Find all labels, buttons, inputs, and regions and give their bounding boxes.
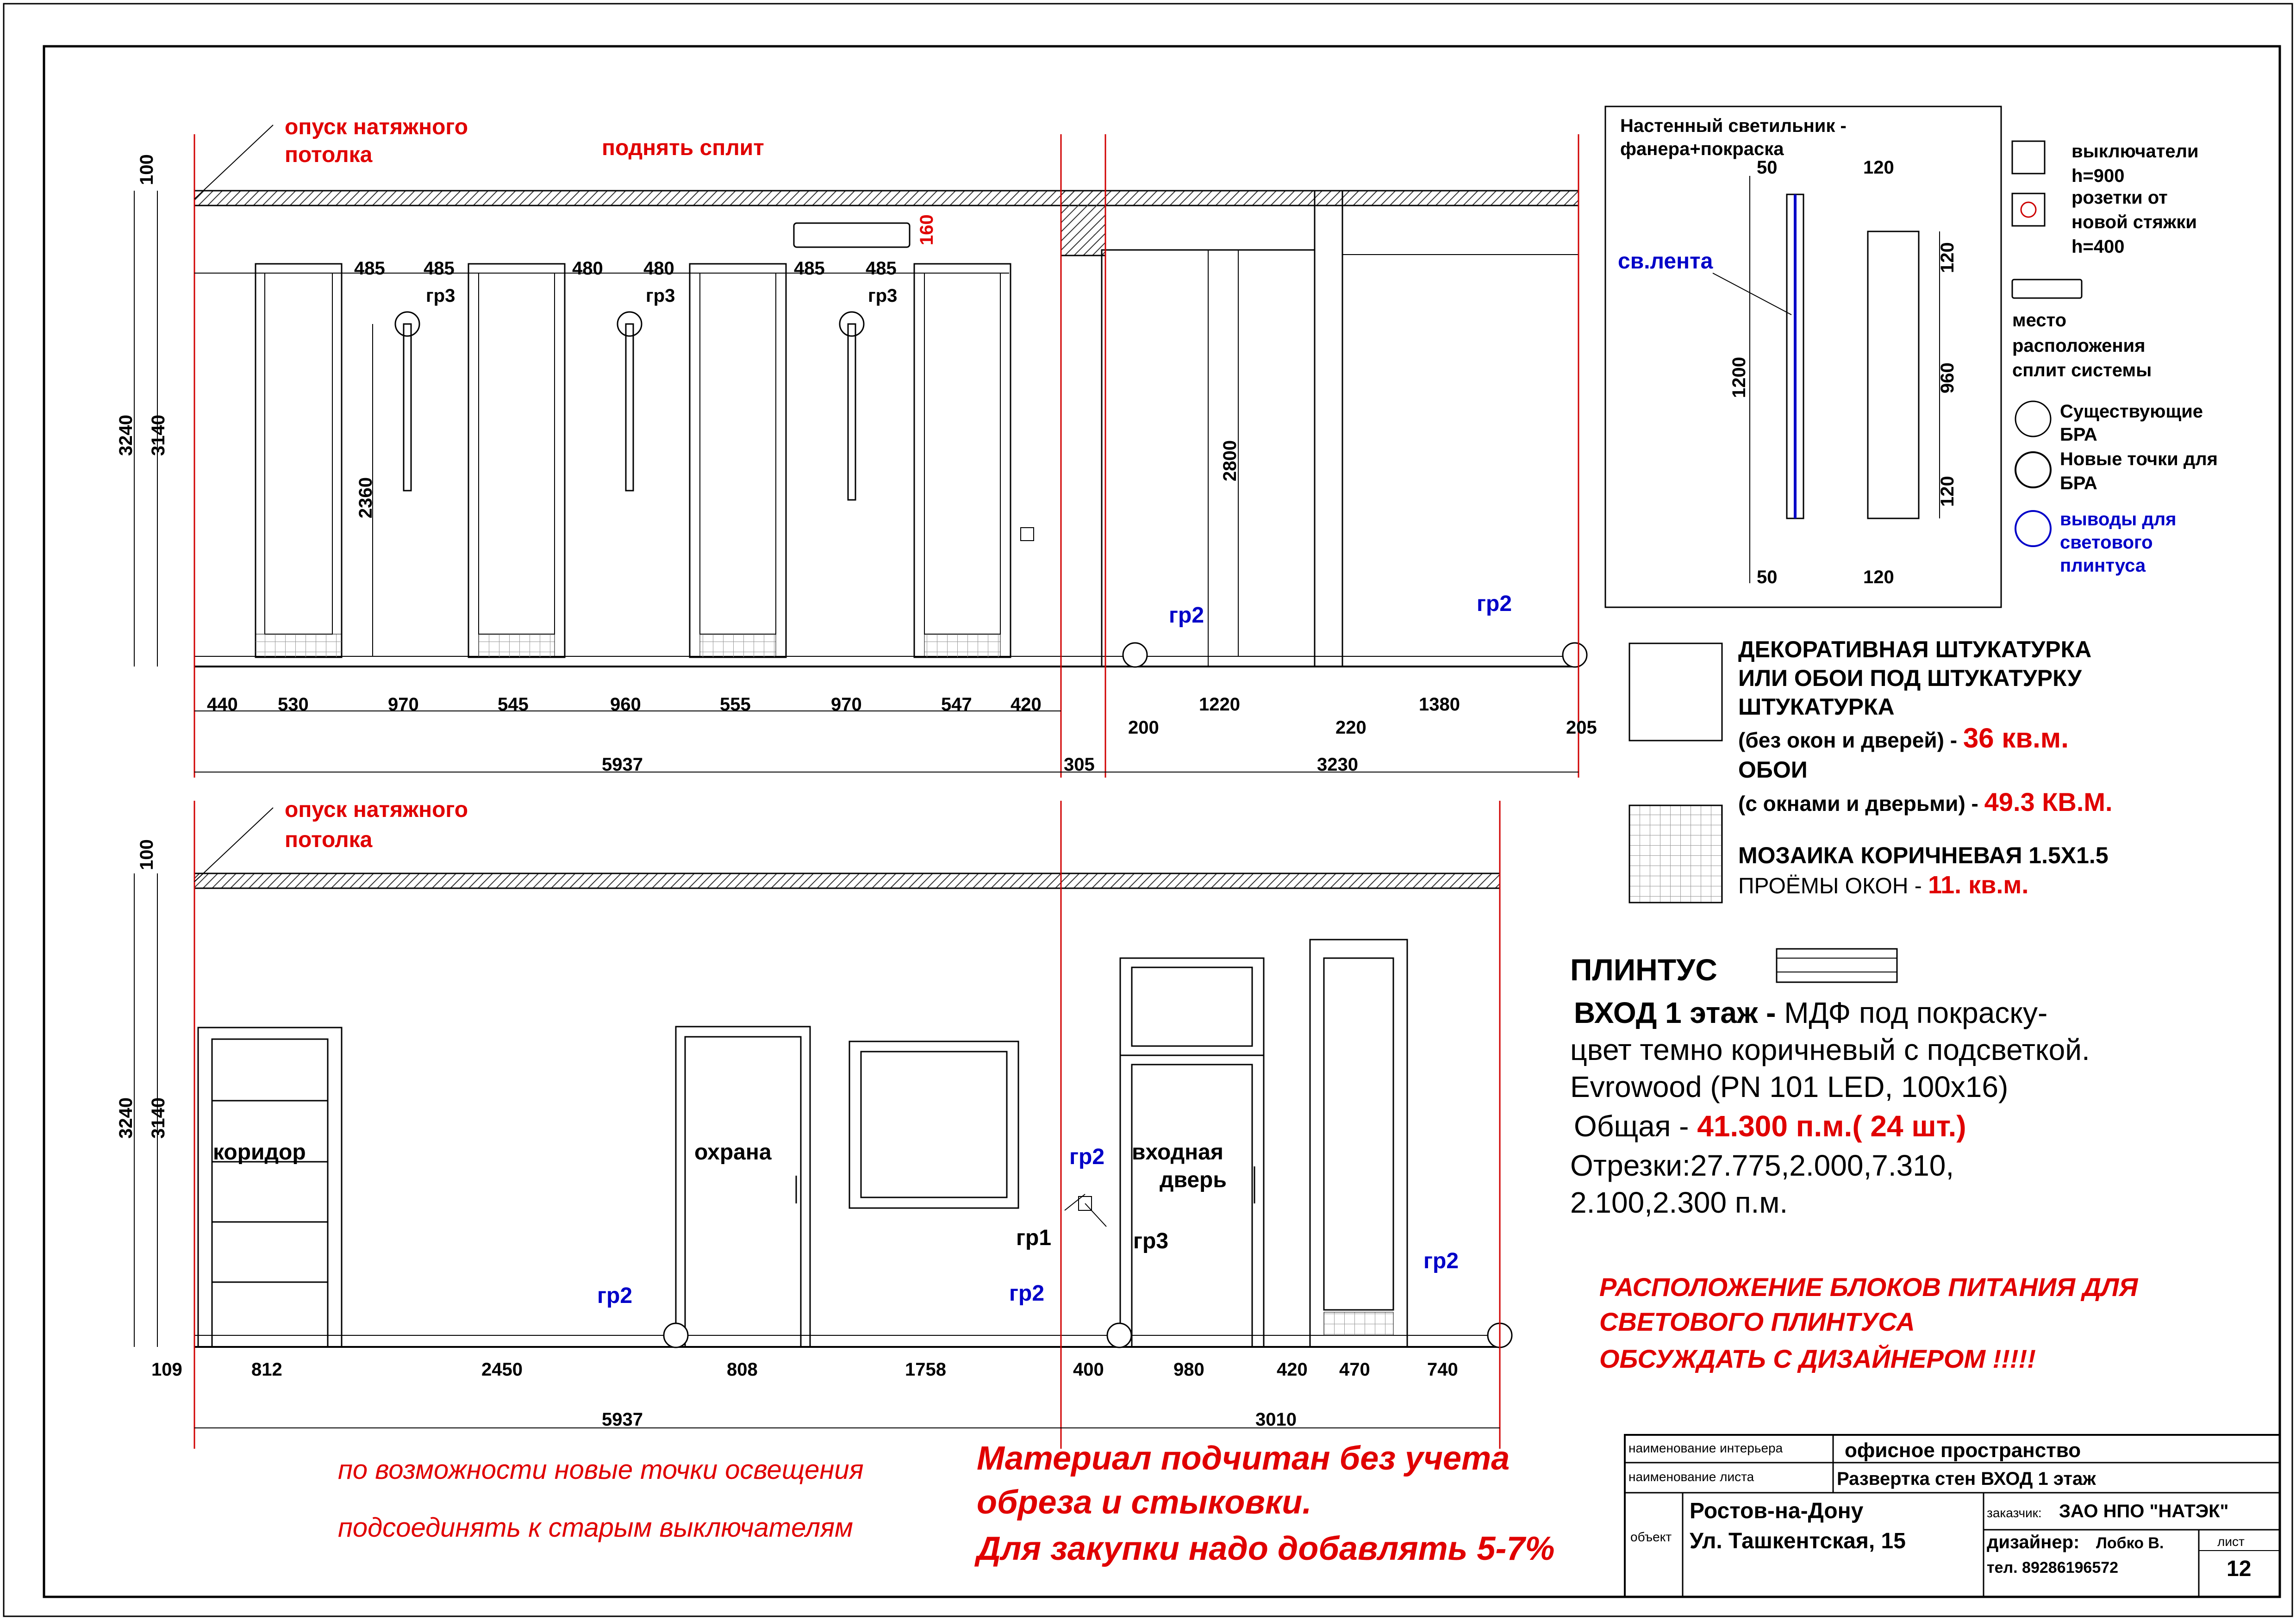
group-label: гр3: [646, 286, 675, 306]
legend-sockets-1: розетки от: [2071, 187, 2168, 208]
plinth-line2: цвет темно коричневый с подсветкой.: [1570, 1033, 2090, 1066]
socket-legend-icon: [2012, 193, 2045, 226]
group-gr2: гр2: [1009, 1281, 1045, 1306]
wallpaper-sub: (с окнами и дверьми) - 49.3 КВ.М.: [1738, 787, 2113, 816]
tb-sheet-no-label: лист: [2217, 1534, 2245, 1549]
panel-width: 485: [866, 258, 897, 279]
total-right: 3010: [1255, 1409, 1297, 1430]
bottom-dim: 980: [1173, 1359, 1204, 1380]
room-label-security: охрана: [694, 1140, 772, 1165]
plaster-swatch: [1629, 643, 1722, 741]
lamp-dim: 120: [1863, 157, 1894, 178]
legend-sockets-3: h=400: [2071, 237, 2125, 257]
bottom-height-inner: 3140: [148, 1097, 168, 1139]
mosaic-title: МОЗАИКА КОРИЧНЕВАЯ 1.5Х1.5: [1738, 842, 2109, 868]
plaster-title-2: ИЛИ ОБОИ ПОД ШТУКАТУРКУ: [1738, 665, 2082, 691]
lamp-title-1: Настенный светильник -: [1620, 116, 1847, 136]
wall-lamps: [395, 312, 864, 500]
legend-switches-2: h=900: [2071, 166, 2125, 186]
openings-line: ПРОЁМЫ ОКОН - 11. кв.м.: [1738, 871, 2029, 899]
legend-new-1: Новые точки для: [2060, 449, 2218, 469]
power-note-3: ОБСУЖДАТЬ С ДИЗАЙНЕРОМ !!!!!: [1599, 1344, 2036, 1373]
led-strip-label: св.лента: [1618, 249, 1713, 274]
bottom-dim: 812: [251, 1359, 282, 1380]
lighting-note-2: подсоединять к старым выключателям: [338, 1513, 853, 1543]
lamp-dim: 50: [1757, 157, 1778, 178]
bottom-strip-dim: 100: [137, 839, 157, 870]
top-height-inner: 3140: [148, 415, 168, 456]
legend-outputs-3: плинтуса: [2060, 555, 2146, 576]
switch-legend-icon: [2012, 141, 2045, 174]
top-ceiling-note-1: опуск натяжного: [285, 115, 468, 139]
right-dim: 1220: [1199, 694, 1240, 715]
legend-existing-1: Существующие: [2060, 401, 2203, 422]
tb-sheet-no: 12: [2227, 1557, 2252, 1581]
legend-switches-1: выключатели: [2071, 141, 2199, 162]
bottom-dim: 960: [610, 694, 641, 715]
existing-lamp-icon: [2015, 401, 2051, 436]
plinth-total: Общая - 41.300 п.м.( 24 шт.): [1574, 1109, 1966, 1143]
plinth-output-icon: [1563, 643, 1587, 667]
tb-interior-label: наименование интерьера: [1628, 1441, 1783, 1455]
group-gr1: гр1: [1016, 1226, 1052, 1250]
plinth-profile-icon: [1777, 949, 1897, 982]
right-dim: 200: [1128, 717, 1159, 738]
bottom-dim: 547: [941, 694, 972, 715]
bottom-height-total: 3240: [116, 1097, 136, 1139]
group-label: гр3: [868, 286, 898, 306]
plinth-title: ПЛИНТУС: [1570, 953, 1717, 987]
tb-designer-value: Лобко В.: [2096, 1534, 2164, 1552]
material-note-3: Для закупки надо добавлять 5-7%: [977, 1530, 1555, 1567]
right-dim: 205: [1566, 717, 1597, 738]
bottom-dim: 555: [720, 694, 751, 715]
group-gr2: гр2: [597, 1284, 633, 1308]
plinth-output-icon: [1123, 643, 1147, 667]
tb-designer-label: дизайнер:: [1987, 1532, 2080, 1552]
bottom-dim: 970: [388, 694, 419, 715]
legend-split-1: место: [2012, 310, 2067, 330]
total-left: 5937: [602, 754, 643, 775]
wallpaper-title: ОБОИ: [1738, 757, 1808, 783]
bottom-dim: 808: [727, 1359, 758, 1380]
legend-outputs-1: выводы для: [2060, 509, 2177, 530]
group-label: гр3: [426, 286, 455, 306]
tb-object-2: Ул. Ташкентская, 15: [1690, 1529, 1906, 1553]
plinth-output-legend-icon: [2015, 511, 2051, 546]
top-strip-dim: 100: [137, 154, 157, 185]
legend-split-2: расположения: [2012, 336, 2146, 356]
tb-sheet-label: наименование листа: [1628, 1470, 1754, 1484]
gr2-label: гр2: [1477, 592, 1512, 616]
top-height-total: 3240: [116, 415, 136, 456]
legend-outputs-2: светового: [2060, 532, 2153, 553]
plaster-title-1: ДЕКОРАТИВНАЯ ШТУКАТУРКА: [1738, 636, 2092, 662]
bottom-dim: 109: [151, 1359, 182, 1380]
bottom-dim: 2450: [481, 1359, 523, 1380]
panel-width: 485: [794, 258, 825, 279]
group-gr2: гр2: [1069, 1145, 1105, 1169]
plinth-entry: ВХОД 1 этаж - МДФ под покраску-: [1574, 996, 2048, 1029]
total-right: 3230: [1317, 754, 1358, 775]
plaster-sub: (без окон и дверей) - 36 кв.м.: [1738, 723, 2069, 754]
panel-width: 485: [424, 258, 455, 279]
lamp-dim: 120: [1937, 242, 1958, 273]
switch-mark: [1021, 528, 1034, 541]
plinth-line3: Evrowood (PN 101 LED, 100x16): [1570, 1070, 2009, 1103]
bottom-elevation: [134, 801, 1512, 1449]
bottom-ceiling-note-1: опуск натяжного: [285, 798, 468, 822]
tb-object-label: объект: [1630, 1530, 1672, 1544]
bottom-dim: 740: [1427, 1359, 1458, 1380]
lighting-note-1: по возможности новые точки освещения: [338, 1455, 864, 1485]
tb-sheet-value: Развертка стен ВХОД 1 этаж: [1837, 1469, 2096, 1489]
entry-door-label-1: входная: [1132, 1140, 1223, 1165]
entry-door-label-2: дверь: [1160, 1168, 1227, 1192]
top-ceiling-note-2: потолка: [285, 143, 373, 167]
power-note-1: РАСПОЛОЖЕНИЕ БЛОКОВ ПИТАНИЯ ДЛЯ: [1599, 1272, 2138, 1302]
bottom-dim: 470: [1339, 1359, 1370, 1380]
bottom-dim: 400: [1073, 1359, 1104, 1380]
bottom-dim: 420: [1011, 694, 1042, 715]
lamp-dim: 1200: [1729, 357, 1749, 398]
height-2800: 2800: [1220, 440, 1240, 481]
lamp-dim: 50: [1757, 567, 1778, 587]
plinth-cuts-1: Отрезки:27.775,2.000,7.310,: [1570, 1149, 1954, 1182]
lamp-title-2: фанера+покраска: [1620, 139, 1784, 159]
bottom-dim: 530: [278, 694, 309, 715]
tb-customer-label: заказчик:: [1987, 1506, 2042, 1520]
split-note: поднять сплит: [602, 136, 764, 160]
bottom-dim: 545: [498, 694, 529, 715]
gap-dim: 305: [1064, 754, 1095, 775]
lamp-dim: 120: [1863, 567, 1894, 587]
tb-object-1: Ростов-на-Дону: [1690, 1499, 1864, 1523]
right-dim: 220: [1335, 717, 1366, 738]
new-lamp-icon: [2015, 452, 2051, 487]
bottom-dim: 1758: [905, 1359, 946, 1380]
bottom-ceiling-note-2: потолка: [285, 828, 373, 852]
bottom-dim: 440: [207, 694, 238, 715]
tb-phone: тел. 89286196572: [1987, 1559, 2119, 1576]
right-dim: 1380: [1419, 694, 1460, 715]
mosaic-swatch: [1629, 805, 1722, 903]
room-label-corridor: коридор: [213, 1140, 306, 1165]
height-2360: 2360: [356, 477, 376, 518]
lamp-detail: [1605, 106, 2001, 607]
lamp-dim: 120: [1937, 476, 1958, 507]
panel-width: 480: [643, 258, 674, 279]
panel-width: 480: [572, 258, 603, 279]
material-note-1: Материал подчитан без учета: [977, 1440, 1510, 1477]
group-gr2: гр2: [1423, 1249, 1459, 1273]
plaster-title-3: ШТУКАТУРКА: [1738, 694, 1895, 720]
plinth-output-icon: [1107, 1323, 1131, 1347]
bottom-dim: 420: [1277, 1359, 1308, 1380]
split-dim: 160: [917, 214, 937, 245]
power-note-2: СВЕТОВОГО ПЛИНТУСА: [1599, 1307, 1915, 1336]
group-gr3: гр3: [1133, 1229, 1169, 1253]
legend-split-3: сплит системы: [2012, 360, 2152, 380]
split-legend-icon: [2012, 280, 2082, 298]
lamp-dim: 960: [1937, 362, 1958, 393]
tb-interior-value: офисное пространство: [1845, 1439, 2081, 1462]
legend-sockets-2: новой стяжки: [2071, 212, 2197, 232]
material-note-2: обреза и стыковки.: [977, 1484, 1312, 1521]
top-elevation: [134, 125, 1587, 778]
bottom-dim: 970: [831, 694, 862, 715]
panel-width: 485: [354, 258, 385, 279]
legend-existing-2: БРА: [2060, 424, 2097, 445]
plinth-output-icon: [664, 1323, 688, 1347]
gr2-label: гр2: [1169, 603, 1204, 628]
total-left: 5937: [602, 1409, 643, 1430]
tb-customer-value: ЗАО НПО "НАТЭК": [2059, 1501, 2229, 1521]
split-unit: [794, 223, 910, 247]
plinth-cuts-2: 2.100,2.300 п.м.: [1570, 1186, 1788, 1219]
legend-new-2: БРА: [2060, 473, 2097, 493]
